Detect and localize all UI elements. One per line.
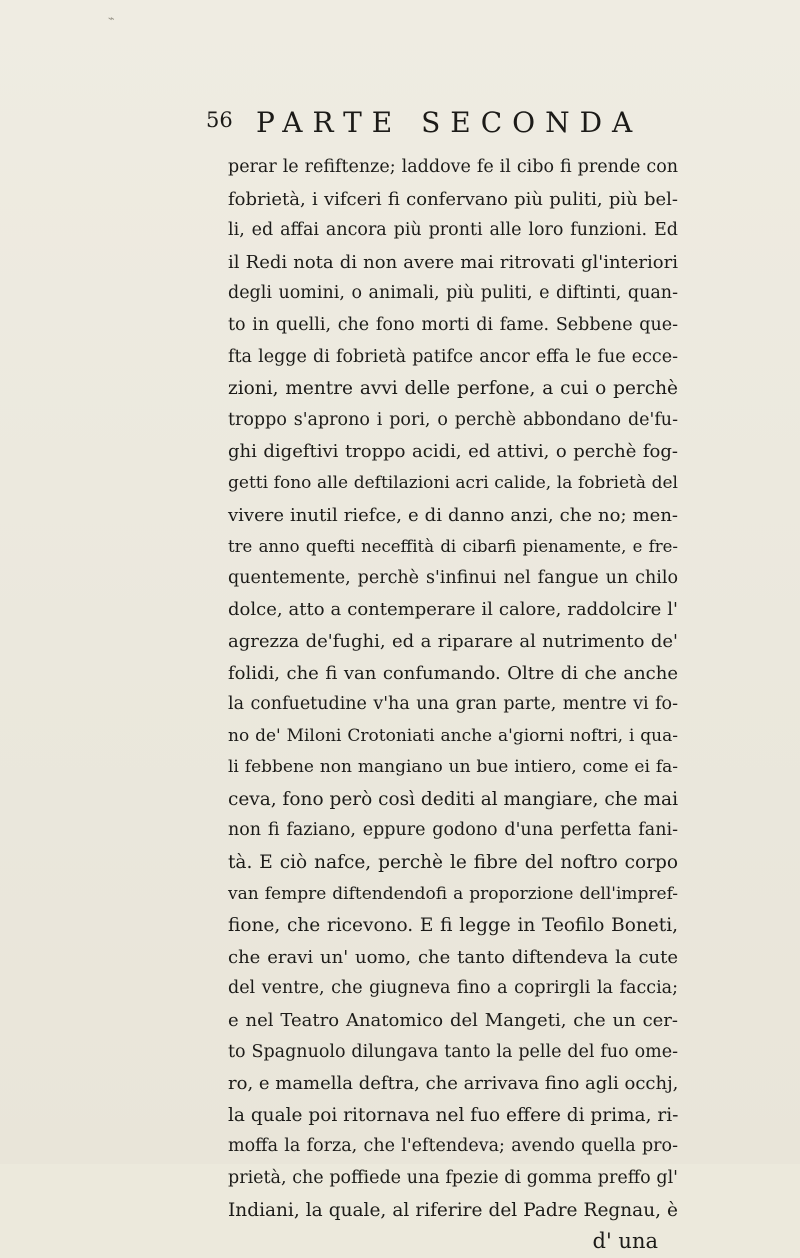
text-line: Indiani, la quale, al riferire del Padre Regnau, è [228, 1199, 678, 1221]
text-line: to in quelli, che fono morti di fame. Sebbene que- [228, 314, 678, 335]
text-line: perar le refiftenze; laddove fe il cibo fi prende con [228, 157, 678, 177]
text-line: troppo s'aprono i pori, o perchè abbondano de'fu- [228, 409, 678, 430]
text-line: getti fono alle deftilazioni acri calide, la fobrietà del [228, 472, 678, 493]
text-line: moffa la forza, che l'eftendeva; avendo quella pro- [228, 1136, 678, 1157]
page-header [206, 106, 676, 146]
text-line: li febbene non mangiano un bue intiero, come ei fa- [228, 757, 678, 778]
text-line: zioni, mentre avvi delle perfone, a cui o perchè [228, 378, 678, 400]
text-line: li, ed affai ancora più pronti alle loro funzioni. Ed [228, 220, 678, 241]
text-line: ceva, fono però così dediti al mangiare, che mai [228, 788, 678, 810]
text-line: to Spagnuolo dilungava tanto la pelle del fuo ome- [228, 1041, 678, 1062]
text-line: fobrietà, i vifceri fi confervano più puliti, più bel- [228, 188, 678, 210]
catchword: d' una [592, 1229, 658, 1254]
text-line: che eravi un' uomo, che tanto diftendeva la cute [228, 946, 678, 968]
body-text [228, 152, 678, 1258]
text-line: fta legge di fobrietà patifce ancor effa le fue ecce- [228, 346, 678, 367]
text-line: dolce, atto a contemperare il calore, raddolcire l' [228, 599, 678, 621]
text-line: agrezza de'fughi, ed a riparare al nutrimento de' [228, 630, 678, 652]
text-line: folidi, che fi van confumando. Oltre di che anche [228, 662, 678, 684]
text-line: ghi digeftivi troppo acidi, ed attivi, o perchè fog- [228, 441, 678, 463]
text-line: van fempre diftendendofi a proporzione dell'impref- [228, 883, 678, 904]
text-line: il Redi nota di non avere mai ritrovati gl'interiori [228, 251, 678, 273]
text-line: la confuetudine v'ha una gran parte, mentre vi fo- [228, 694, 678, 715]
text-line: la quale poi ritornava nel fuo effere di prima, ri- [228, 1104, 679, 1126]
paper-mark: ⌁ [108, 12, 115, 25]
text-line: vivere inutil riefce, e di danno anzi, che no; men- [228, 504, 678, 526]
text-line: no de' Miloni Crotoniati anche a'giorni noftri, i qua- [228, 725, 678, 746]
text-line: tà. E ciò nafce, perchè le fibre del noftro corpo [228, 852, 678, 874]
running-title: PARTE SECONDA [256, 106, 643, 139]
text-line: non fi faziano, eppure godono d'una perfetta fani- [228, 820, 678, 841]
text-line: degli uomini, o animali, più puliti, e diftinti, quan- [228, 283, 678, 304]
text-line: quentemente, perchè s'infinui nel fangue un chilo [228, 567, 678, 588]
text-line: tre anno quefti neceffità di cibarfi pienamente, e fre- [228, 537, 678, 557]
page-number: 56 [206, 108, 233, 132]
text-line: del ventre, che giugneva fino a coprirgli la faccia; [228, 978, 678, 999]
text-line: prietà, che poffiede una fpezie di gomma preffo gl' [228, 1168, 678, 1188]
text-line: fione, che ricevono. E fi legge in Teofilo Boneti, [228, 915, 678, 937]
text-line: ro, e mamella deftra, che arrivava fino agli occhj, [228, 1073, 679, 1095]
text-line: e nel Teatro Anatomico del Mangeti, che un cer- [228, 1010, 678, 1032]
